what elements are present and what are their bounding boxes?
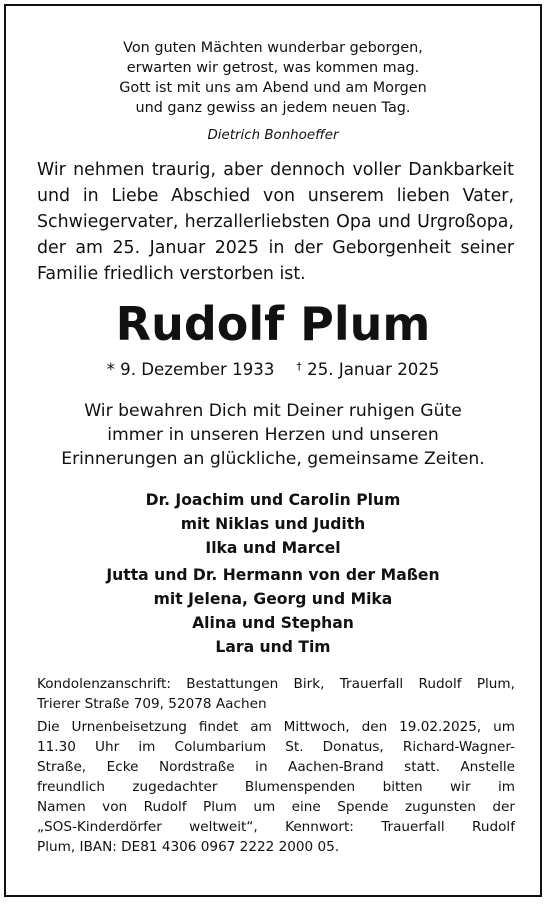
poem-line: erwarten wir getrost, was kommen mag. — [126, 60, 420, 76]
family-line: Lara und Tim — [215, 638, 331, 656]
intro-text — [37, 157, 514, 287]
notice-line: Plum, IBAN: DE81 4306 0967 2222 2000 05. — [37, 839, 340, 855]
condolence-address — [37, 674, 515, 714]
death-date: 25. Januar 2025 — [307, 360, 440, 379]
family-line: Ilka und Marcel — [205, 539, 341, 557]
family-line: Jutta und Dr. Hermann von der Maßen — [106, 566, 440, 584]
notice-line: Namen von Rudolf Plum um eine Spende zugunsten der — [37, 799, 515, 815]
funeral-notice — [37, 717, 515, 857]
family-line: mit Jelena, Georg und Mika — [153, 590, 393, 608]
poem-line: Von guten Mächten wunderbar geborgen, — [123, 40, 423, 56]
memorial-verse — [6, 399, 540, 471]
verse-line: Erinnerungen an glückliche, gemeinsame Zeiten. — [61, 449, 485, 469]
intro-line: und in Liebe Abschied von unserem lieben Vater, — [37, 186, 514, 206]
poem — [6, 38, 540, 118]
family-line: Dr. Joachim und Carolin Plum — [145, 491, 401, 509]
notice-line: Straße, Ecke Nordstraße in Aachen-Brand statt. Anstelle — [37, 759, 515, 775]
life-dates — [6, 355, 540, 382]
notice-line: „SOS-Kinderdörfer weltweit“, Kennwort: Trauerfall Rudolf — [37, 819, 515, 835]
intro-line: Familie friedlich verstorben ist. — [37, 264, 306, 284]
family-line: mit Niklas und Judith — [180, 515, 366, 533]
intro-line: der am 25. Januar 2025 in der Geborgenheit seiner — [37, 238, 514, 258]
notice-line: freundlich zugedachter Blumenspenden bitten wir im — [37, 779, 515, 795]
intro-line: Schwiegervater, herzallerliebsten Opa und Urgroßopa, — [37, 212, 514, 232]
family-group-1 — [6, 488, 540, 560]
death-cross-icon: † — [296, 360, 302, 373]
notice-line: 11.30 Uhr im Columbarium St. Donatus, Richard-Wagner- — [37, 739, 515, 755]
obituary-notice — [4, 4, 542, 897]
intro-line: Wir nehmen traurig, aber dennoch voller Dankbarkeit — [37, 160, 514, 180]
poem-line: Gott ist mit uns am Abend und am Morgen — [119, 80, 427, 96]
family-line: Alina und Stephan — [192, 614, 354, 632]
poem-line: und ganz gewiss an jedem neuen Tag. — [135, 100, 411, 116]
address-line: Trierer Straße 709, 52078 Aachen — [37, 696, 267, 712]
verse-line: immer in unseren Herzen und unseren — [107, 425, 439, 445]
poem-author: Dietrich Bonhoeffer — [207, 128, 339, 143]
deceased-name: Rudolf Plum — [115, 297, 431, 351]
notice-line: Die Urnenbeisetzung findet am Mittwoch, den 19.02.2025, um — [37, 719, 515, 735]
birth-symbol: * — [106, 360, 115, 379]
birth-date: 9. Dezember 1933 — [120, 360, 275, 379]
address-line: Kondolenzanschrift: Bestattungen Birk, Trauerfall Rudolf Plum, — [37, 676, 515, 692]
verse-line: Wir bewahren Dich mit Deiner ruhigen Güte — [84, 401, 462, 421]
family-group-2 — [6, 563, 540, 659]
